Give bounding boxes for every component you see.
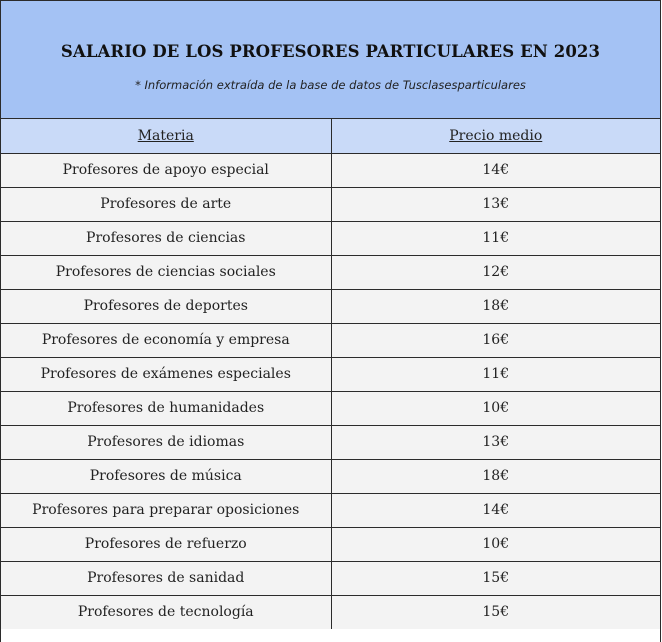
price-cell: 15€ [331, 561, 660, 595]
subject-cell: Profesores de tecnología [1, 595, 331, 629]
subject-cell: Profesores de música [1, 459, 331, 493]
subject-cell: Profesores de ciencias [1, 221, 331, 255]
table-row [1, 527, 660, 561]
table-row [1, 425, 660, 459]
price-cell: 14€ [331, 493, 660, 527]
price-cell: 12€ [331, 255, 660, 289]
salary-table [1, 119, 660, 629]
subject-cell: Profesores de economía y empresa [1, 323, 331, 357]
subject-cell: Profesores de exámenes especiales [1, 357, 331, 391]
price-cell: 15€ [331, 595, 660, 629]
subject-cell: Profesores de refuerzo [1, 527, 331, 561]
subject-cell: Profesores de deportes [1, 289, 331, 323]
table-row [1, 391, 660, 425]
table-row [1, 289, 660, 323]
column-header-materia: Materia [1, 119, 331, 153]
subject-cell: Profesores de ciencias sociales [1, 255, 331, 289]
table-row [1, 221, 660, 255]
table-row [1, 153, 660, 187]
subject-cell: Profesores de arte [1, 187, 331, 221]
price-cell: 18€ [331, 289, 660, 323]
table-row [1, 357, 660, 391]
price-cell: 18€ [331, 459, 660, 493]
column-header-row [1, 119, 660, 153]
table-header-banner [1, 1, 660, 119]
price-cell: 13€ [331, 187, 660, 221]
price-cell: 10€ [331, 527, 660, 561]
price-cell: 10€ [331, 391, 660, 425]
table-row [1, 459, 660, 493]
price-cell: 11€ [331, 357, 660, 391]
subject-cell: Profesores para preparar oposiciones [1, 493, 331, 527]
column-header-precio: Precio medio [331, 119, 660, 153]
table-row [1, 493, 660, 527]
price-cell: 16€ [331, 323, 660, 357]
price-cell: 14€ [331, 153, 660, 187]
subject-cell: Profesores de apoyo especial [1, 153, 331, 187]
table-row [1, 255, 660, 289]
price-cell: 13€ [331, 425, 660, 459]
table-row [1, 561, 660, 595]
page-title: SALARIO DE LOS PROFESORES PARTICULARES EN 2023 [60, 42, 601, 61]
table-row [1, 187, 660, 221]
table-row [1, 595, 660, 629]
subject-cell: Profesores de humanidades [1, 391, 331, 425]
source-note: * Información extraída de la base de datos de Tusclasesparticulares [135, 78, 526, 92]
subject-cell: Profesores de sanidad [1, 561, 331, 595]
price-cell: 11€ [331, 221, 660, 255]
subject-cell: Profesores de idiomas [1, 425, 331, 459]
table-row [1, 323, 660, 357]
